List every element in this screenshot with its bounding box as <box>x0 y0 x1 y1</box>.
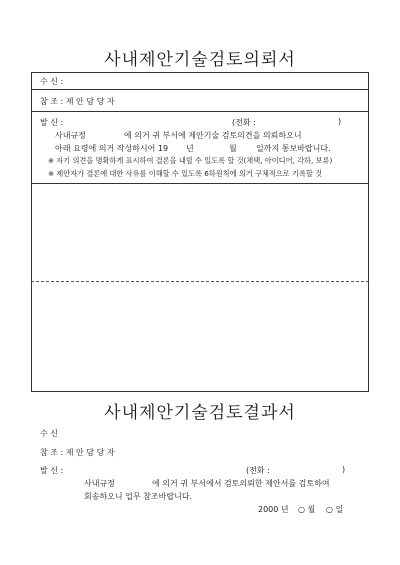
phone-close: ) <box>338 117 342 126</box>
date-month: ○ 월 <box>298 505 316 514</box>
phone-label: (전화 : <box>232 118 256 127</box>
result-sender-label: 발 신 : <box>40 466 64 475</box>
reference-label: 참 조 : 제 안 담 당 자 <box>40 97 115 106</box>
result-reference-label: 참 조 : 제 안 담 당 자 <box>40 448 115 457</box>
request-title: 사내제안기술검토의뢰서 <box>104 50 296 70</box>
result-body-line2: 회송하오니 업무 참조바랍니다. <box>84 492 193 501</box>
year-label: 년 <box>186 144 194 153</box>
divider <box>31 183 369 184</box>
recipient-label: 수 신 : <box>40 77 64 86</box>
request-form-frame <box>31 72 369 392</box>
divider <box>31 89 369 90</box>
result-title: 사내제안기술검토결과서 <box>104 403 296 423</box>
date-year: 2000 년 <box>258 505 289 514</box>
divider <box>31 111 369 112</box>
dashed-divider <box>31 281 369 282</box>
request-body-line2: 아래 요령에 의거 작성하시어 19 <box>55 144 169 153</box>
request-body-line1: 에 의거 귀 부서에 제안기술 검토의견을 의뢰하오니 <box>124 131 302 140</box>
note-opinion: ※ 자기 의견을 명확하게 표시하여 결론을 내릴 수 있도록 할 것(채택, 아이디어, 각하, 보류) <box>48 156 333 165</box>
result-phone-close: ) <box>342 465 346 474</box>
result-phone-label: (전화 : <box>246 466 270 475</box>
result-body-line1: 에 의거 귀 부서에서 검토의뢰한 제안서를 검토하여 <box>152 479 330 488</box>
day-deadline-label: 일까지 통보바랍니다. <box>256 144 331 153</box>
date-day: ○ 일 <box>326 505 344 514</box>
regulation-label: 사내규정 <box>55 131 86 140</box>
month-label: 월 <box>229 144 237 153</box>
result-recipient-label: 수 신 <box>40 429 58 438</box>
result-regulation-label: 사내규정 <box>84 479 115 488</box>
note-reason: ※ 제안자가 결론에 대한 사유를 이해할 수 있도록 6하원칙에 의거 구체적으로 기록할 것 <box>48 169 323 178</box>
sender-label: 발 신 : <box>40 118 64 127</box>
